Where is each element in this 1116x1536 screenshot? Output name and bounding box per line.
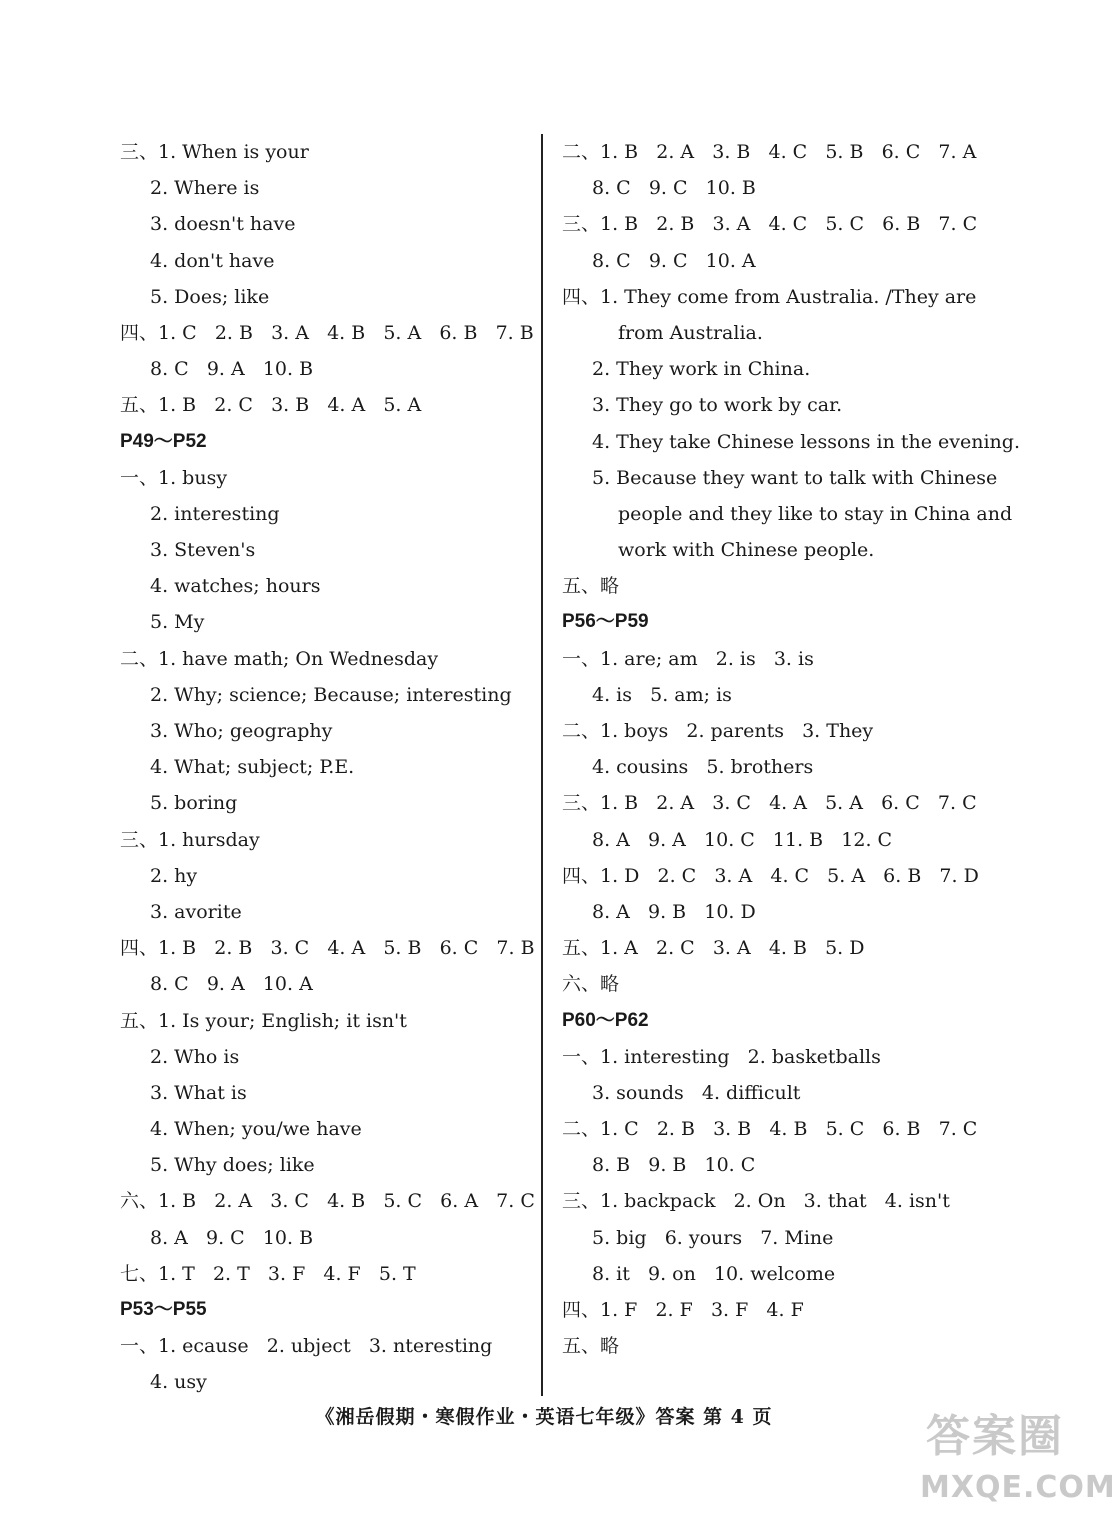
- left-column: [120, 134, 540, 1401]
- answer-line: 5. Does; like: [150, 285, 270, 308]
- answer-line: 七、1. T 2. T 3. F 4. F 5. T: [120, 1262, 416, 1285]
- answer-line: 3. What is: [150, 1081, 247, 1104]
- answer-line: 四、1. C 2. B 3. A 4. B 5. A 6. B 7. B: [120, 321, 534, 344]
- answer-line: 5. My: [150, 611, 205, 634]
- answer-line: 五、略: [562, 575, 620, 598]
- answer-line: 六、略: [562, 973, 620, 996]
- watermark: [920, 1406, 1116, 1524]
- answer-line: 四、1. B 2. B 3. C 4. A 5. B 6. C 7. B: [120, 937, 535, 960]
- answer-line: 四、1. F 2. F 3. F 4. F: [562, 1299, 804, 1321]
- answer-line: 一、1. ecause 2. ubject 3. nteresting: [120, 1335, 493, 1358]
- answer-line: 2. hy: [150, 864, 198, 887]
- section-heading: P49～P52: [120, 430, 207, 452]
- answer-line: 3. Steven's: [150, 539, 256, 562]
- answer-line: 2. Who is: [150, 1045, 240, 1068]
- answer-line: 2. They work in China.: [592, 358, 811, 381]
- answer-line: 3. sounds 4. difficult: [592, 1081, 801, 1104]
- answer-line: from Australia.: [618, 321, 763, 344]
- answer-line: 8. it 9. on 10. welcome: [592, 1262, 836, 1285]
- answer-line: 4. watches; hours: [150, 575, 321, 598]
- answer-line: 4. When; you/we have: [150, 1118, 362, 1141]
- answer-line: 8. A 9. A 10. C 11. B 12. C: [592, 828, 893, 851]
- answer-line: 六、1. B 2. A 3. C 4. B 5. C 6. A 7. C: [120, 1190, 535, 1213]
- answer-line: 5. Why does; like: [150, 1154, 315, 1177]
- answer-line: 8. C 9. A 10. B: [150, 358, 314, 381]
- answer-line: 二、1. have math; On Wednesday: [120, 647, 439, 670]
- answer-line: 4. What; subject; P.E.: [150, 756, 355, 779]
- answer-line: 一、1. busy: [120, 466, 228, 489]
- answer-line: 五、1. Is your; English; it isn't: [120, 1009, 407, 1032]
- watermark-url: MXQE.COM: [920, 1470, 1116, 1505]
- section-heading: P56～P59: [562, 611, 649, 633]
- answer-line: 5. big 6. yours 7. Mine: [592, 1226, 834, 1249]
- answer-line: 二、1. C 2. B 3. B 4. B 5. C 6. B 7. C: [562, 1118, 978, 1141]
- section-heading: P60～P62: [562, 1009, 649, 1031]
- column-divider: [541, 134, 543, 1396]
- answer-line: 二、1. boys 2. parents 3. They: [562, 720, 874, 742]
- answer-line: 2. interesting: [150, 502, 280, 525]
- answer-line: 三、1. B 2. A 3. C 4. A 5. A 6. C 7. C: [562, 792, 977, 815]
- answer-line: 3. Who; geography: [150, 720, 333, 742]
- answer-line: 一、1. interesting 2. basketballs: [562, 1045, 881, 1068]
- answer-line: 四、1. They come from Australia. /They are: [562, 285, 977, 308]
- answer-line: people and they like to stay in China and: [618, 502, 1013, 525]
- answer-line: 4. cousins 5. brothers: [592, 756, 814, 779]
- watermark-mark: 答案圈: [926, 1411, 1064, 1462]
- answer-line: 8. C 9. A 10. A: [150, 973, 313, 996]
- answer-line: 五、1. B 2. C 3. B 4. A 5. A: [120, 394, 422, 417]
- answer-line: 8. A 9. B 10. D: [592, 900, 756, 923]
- answer-line: 三、1. backpack 2. On 3. that 4. isn't: [562, 1190, 950, 1213]
- answer-line: 5. boring: [150, 792, 238, 815]
- answer-line: work with Chinese people.: [618, 539, 875, 562]
- answer-line: 四、1. D 2. C 3. A 4. C 5. A 6. B 7. D: [562, 864, 979, 887]
- answer-line: 4. usy: [150, 1371, 207, 1394]
- answer-line: 五、略: [562, 1335, 620, 1358]
- answer-line: 4. is 5. am; is: [592, 683, 732, 706]
- section-heading: P53～P55: [120, 1299, 207, 1320]
- answer-line: 8. A 9. C 10. B: [150, 1226, 314, 1249]
- answer-line: 三、1. B 2. B 3. A 4. C 5. C 6. B 7. C: [562, 213, 978, 236]
- answer-line: 3. doesn't have: [150, 213, 296, 236]
- answer-line: 5. Because they want to talk with Chinese: [592, 466, 998, 489]
- answer-line: 2. Why; science; Because; interesting: [150, 683, 512, 706]
- page-footer: 《湘岳假期・寒假作业・英语七年级》答案 第 4 页: [315, 1406, 773, 1428]
- answer-line: 三、1. hursday: [120, 828, 260, 851]
- answer-line: 8. B 9. B 10. C: [592, 1154, 756, 1177]
- answer-line: 8. C 9. C 10. A: [592, 249, 756, 272]
- answer-line: 8. C 9. C 10. B: [592, 177, 756, 200]
- answer-line: 2. Where is: [150, 177, 260, 200]
- answer-line: 3. avorite: [150, 900, 242, 923]
- answer-line: 二、1. B 2. A 3. B 4. C 5. B 6. C 7. A: [562, 141, 977, 163]
- answer-line: 4. They take Chinese lessons in the evening.: [592, 430, 1020, 453]
- answer-line: 4. don't have: [150, 249, 275, 272]
- answer-line: 一、1. are; am 2. is 3. is: [562, 647, 814, 670]
- right-column: [562, 134, 1020, 1364]
- answer-line: 五、1. A 2. C 3. A 4. B 5. D: [562, 937, 865, 960]
- answer-line: 3. They go to work by car.: [592, 394, 843, 417]
- answer-line: 三、1. When is your: [120, 141, 309, 163]
